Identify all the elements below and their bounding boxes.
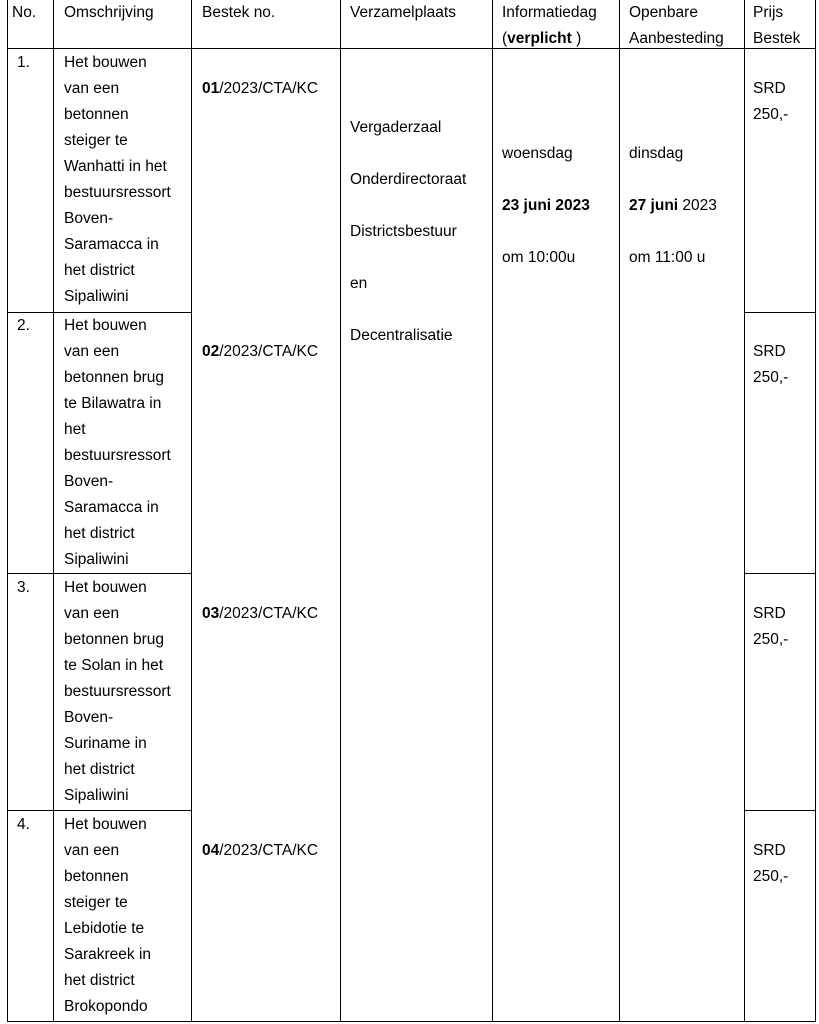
desc-line: Boven-	[64, 473, 114, 490]
verzamelplaats-line: Decentralisatie	[350, 327, 453, 344]
desc-line: Saramacca in	[64, 499, 159, 516]
row-1-description	[64, 50, 171, 310]
desc-line: bestuursressort	[64, 184, 171, 201]
row-3-prijs: SRD 250,-	[753, 605, 789, 648]
desc-line: Het bouwen	[64, 317, 147, 334]
row-4-prijs: SRD 250,-	[753, 842, 789, 885]
desc-line: Sipaliwini	[64, 787, 129, 804]
tender-table	[7, 0, 816, 1022]
row-2-prijs: SRD 250,-	[753, 343, 789, 386]
desc-line: van een	[64, 605, 120, 622]
verzamelplaats-text	[350, 102, 466, 362]
header-prijs-line2: Bestek	[753, 30, 801, 47]
row-3-bestek-no: 03/2023/CTA/KC	[202, 605, 319, 622]
verzamelplaats-line: Vergaderzaal	[350, 119, 442, 136]
header-omschrijving: Omschrijving	[64, 4, 154, 21]
openbare-day: dinsdag	[629, 145, 684, 162]
header-prijs-line1: Prijs	[753, 4, 784, 21]
informatiedag-value	[502, 128, 590, 284]
desc-line: van een	[64, 80, 120, 97]
desc-line: steiger te	[64, 894, 128, 911]
header-informatiedag-line1: Informatiedag	[502, 4, 597, 21]
row-1-bestek-no: 01/2023/CTA/KC	[202, 80, 319, 97]
desc-line: Het bouwen	[64, 54, 147, 71]
openbare-aanbesteding-value	[629, 128, 717, 284]
desc-line: het district	[64, 761, 135, 778]
row-3-no: 3.	[17, 579, 30, 596]
openbare-time: om 11:00 u	[629, 249, 706, 266]
header-no: No.	[12, 4, 37, 21]
row-4-bestek-no: 04/2023/CTA/KC	[202, 842, 319, 859]
openbare-date: 27 juni 2023	[629, 197, 717, 214]
desc-line: Wanhatti in het	[64, 158, 167, 175]
desc-line: van een	[64, 343, 120, 360]
desc-line: Sipaliwini	[64, 288, 129, 305]
row-2-description	[64, 313, 171, 573]
desc-line: Sipaliwini	[64, 551, 129, 568]
desc-line: Boven-	[64, 709, 114, 726]
desc-line: betonnen	[64, 106, 129, 123]
desc-line: Suriname in	[64, 735, 147, 752]
row-1-prijs: SRD 250,-	[753, 80, 789, 123]
row-4-no: 4.	[17, 816, 30, 833]
desc-line: betonnen brug	[64, 631, 164, 648]
informatiedag-date: 23 juni 2023	[502, 197, 590, 214]
desc-line: Het bouwen	[64, 579, 147, 596]
row-3-description	[64, 575, 171, 809]
verplicht-label: verplicht	[507, 30, 572, 47]
desc-line: het district	[64, 262, 135, 279]
row-4-description	[64, 812, 151, 1020]
desc-line: bestuursressort	[64, 683, 171, 700]
desc-line: Het bouwen	[64, 816, 147, 833]
verzamelplaats-line: Onderdirectoraat	[350, 171, 467, 188]
desc-line: het district	[64, 972, 135, 989]
desc-line: betonnen brug	[64, 369, 164, 386]
informatiedag-time: om 10:00u	[502, 249, 576, 266]
header-prijs-bestek	[753, 0, 800, 52]
desc-line: bestuursressort	[64, 447, 171, 464]
desc-line: te Bilawatra in	[64, 395, 162, 412]
verzamelplaats-line: en	[350, 275, 368, 292]
header-informatiedag	[502, 0, 597, 52]
informatiedag-day: woensdag	[502, 145, 573, 162]
desc-line: Brokopondo	[64, 998, 148, 1015]
header-openbare-aanbesteding	[629, 0, 724, 52]
row-2-bestek-no: 02/2023/CTA/KC	[202, 343, 319, 360]
desc-line: Boven-	[64, 210, 114, 227]
row-2-no: 2.	[17, 317, 30, 334]
header-openbare-line1: Openbare	[629, 4, 698, 21]
desc-line: steiger te	[64, 132, 128, 149]
desc-line: te Solan in het	[64, 657, 164, 674]
header-bestek: Bestek no.	[202, 4, 276, 21]
desc-line: het	[64, 421, 86, 438]
desc-line: van een	[64, 842, 120, 859]
desc-line: het district	[64, 525, 135, 542]
header-informatiedag-line2: (verplicht )	[502, 30, 582, 47]
row-1-no: 1.	[17, 54, 30, 71]
verzamelplaats-line: Districtsbestuur	[350, 223, 457, 240]
header-verzamelplaats: Verzamelplaats	[350, 4, 456, 21]
desc-line: Saramacca in	[64, 236, 159, 253]
header-openbare-line2: Aanbesteding	[629, 30, 724, 47]
desc-line: betonnen	[64, 868, 129, 885]
desc-line: Lebidotie te	[64, 920, 145, 937]
desc-line: Sarakreek in	[64, 946, 152, 963]
